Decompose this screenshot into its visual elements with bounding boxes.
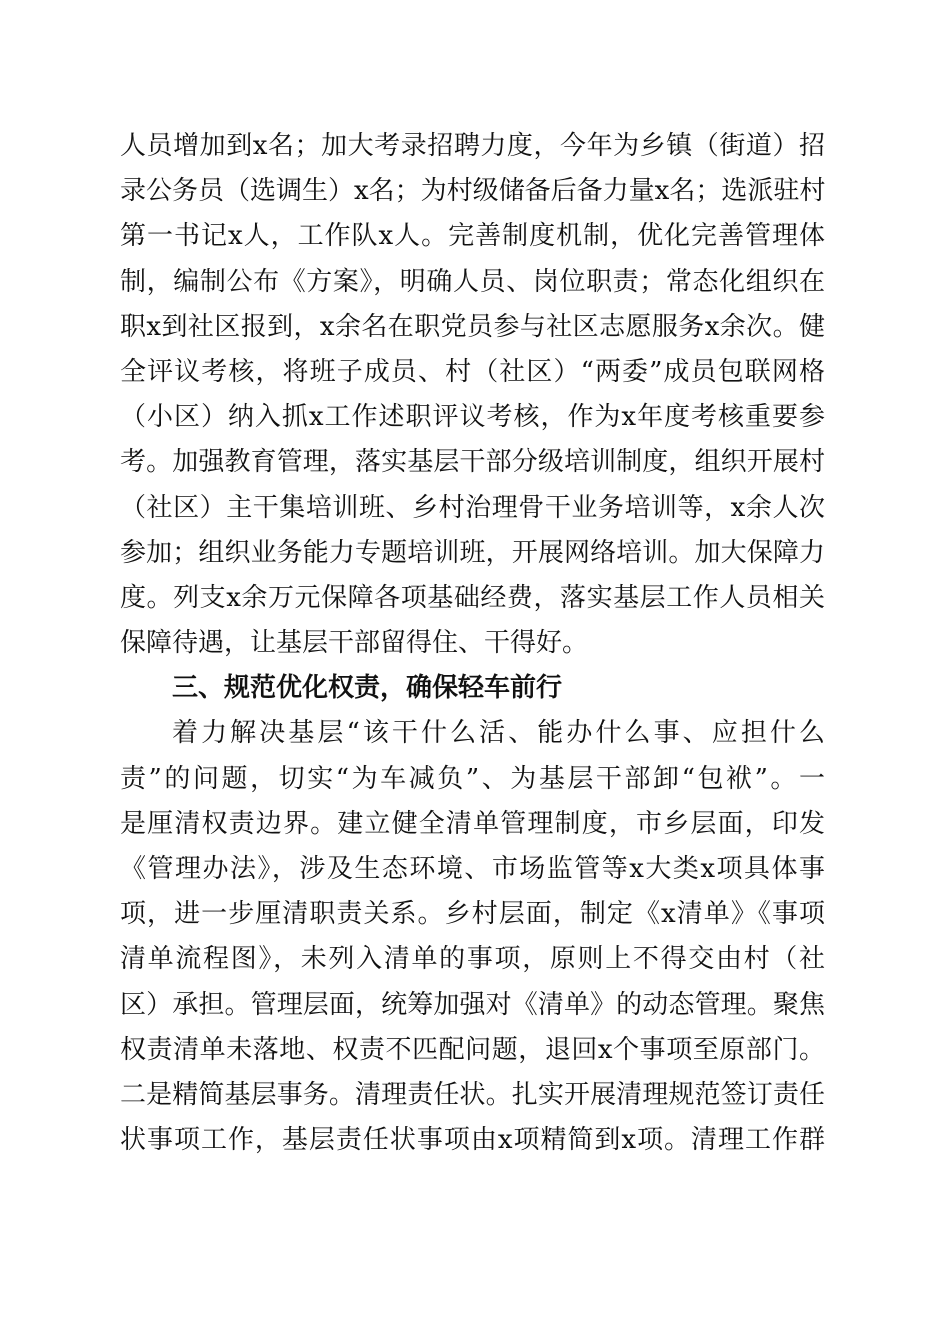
paragraph-2 (120, 711, 825, 1163)
section-heading: 三、规范优化权责，确保轻车前行 (172, 673, 563, 704)
text-line: 权责清单未落地、权责不匹配问题，退回x个事项至原部门。 (120, 1034, 825, 1065)
text-line: 着力解决基层“该干什么活、能办什么事、应担什么 (172, 718, 825, 749)
text-line: 二是精简基层事务。清理责任状。扎实开展清理规范签订责任 (120, 1079, 825, 1110)
text-line: 职x到社区报到，x余名在职党员参与社区志愿服务x余次。健 (120, 311, 825, 342)
document-body (120, 124, 825, 1163)
text-line: 度。列支x余万元保障各项基础经费，落实基层工作人员相关 (120, 582, 825, 613)
text-line: 区）承担。管理层面，统筹加强对《清单》的动态管理。聚焦 (120, 989, 825, 1020)
text-line: 状事项工作，基层责任状事项由x项精简到x项。清理工作群 (120, 1125, 825, 1156)
text-line: （社区）主干集培训班、乡村治理骨干业务培训等，x余人次 (120, 492, 825, 523)
text-line: 考。加强教育管理，落实基层干部分级培训制度，组织开展村 (120, 447, 825, 478)
text-line: 清单流程图》，未列入清单的事项，原则上不得交由村（社 (120, 944, 825, 975)
text-line: 人员增加到x名；加大考录招聘力度，今年为乡镇（街道）招 (120, 131, 825, 161)
text-line: （小区）纳入抓x工作述职评议考核，作为x年度考核重要参 (120, 402, 825, 433)
text-line: 是厘清权责边界。建立健全清单管理制度，市乡层面，印发 (120, 808, 825, 839)
text-line: 参加；组织业务能力专题培训班，开展网络培训。加大保障力 (120, 537, 825, 568)
text-line: 制，编制公布《方案》，明确人员、岗位职责；常态化组织在 (120, 266, 825, 297)
text-line: 项，进一步厘清职责关系。乡村层面，制定《x清单》《事项 (120, 899, 825, 930)
text-line: 责”的问题，切实“为车减负”、为基层干部卸“包袱”。一 (120, 763, 825, 794)
text-line: 《管理办法》，涉及生态环境、市场监管等x大类x项具体事 (120, 854, 825, 884)
text-line: 保障待遇，让基层干部留得住、干得好。 (120, 628, 589, 659)
text-line: 录公务员（选调生）x名；为村级储备后备力量x名；选派驻村 (120, 176, 825, 207)
text-line: 全评议考核，将班子成员、村（社区）“两委”成员包联网格 (120, 356, 825, 387)
paragraph-1 (120, 124, 825, 666)
text-line: 第一书记x人，工作队x人。完善制度机制，优化完善管理体 (120, 221, 825, 252)
